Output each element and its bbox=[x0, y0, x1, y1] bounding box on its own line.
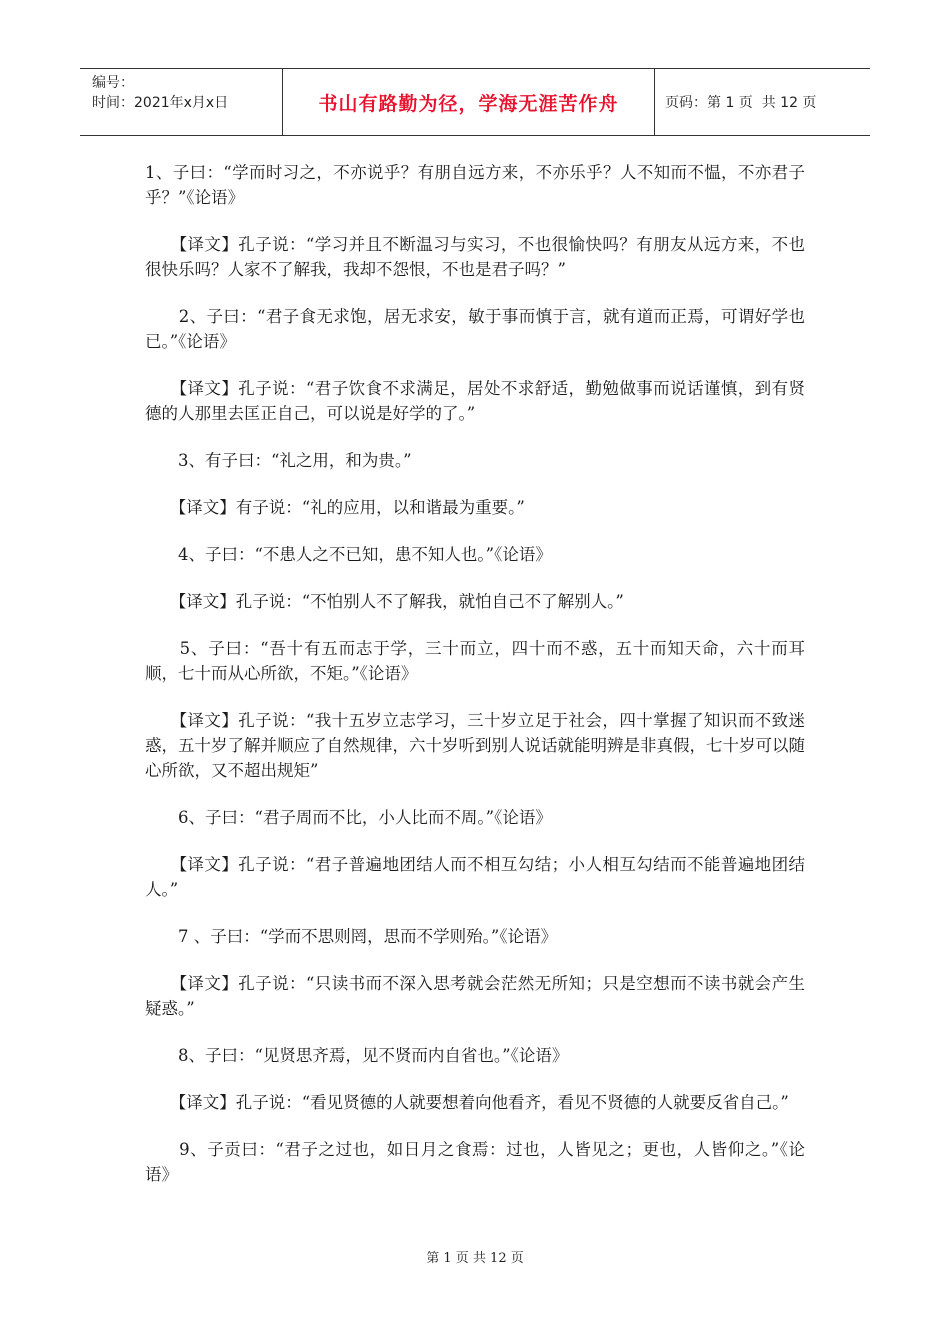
page-footer: 第 1 页 共 12 页 bbox=[426, 1251, 524, 1266]
document-body bbox=[145, 160, 805, 1187]
paragraph-14: 【译文】孔子说：“只读书而不深入思考就会茫然无所知；只是空想而不读书就会产生疑惑。” bbox=[145, 974, 805, 1018]
paragraph-11: 6、子曰：“君子周而不比，小人比而不周。”《论语》 bbox=[145, 808, 552, 827]
paragraph-7: 4、子曰：“不患人之不已知，患不知人也。”《论语》 bbox=[145, 545, 552, 564]
paragraph-2: 【译文】孔子说：“学习并且不断温习与实习，不也很愉快吗？有朋友从远方来，不也很快乐吗？人家不了解我，我却不怨恨，不也是君子吗？” bbox=[145, 235, 805, 279]
paragraph-12: 【译文】孔子说：“君子普遍地团结人而不相互勾结；小人相互勾结而不能普遍地团结人。” bbox=[145, 855, 805, 899]
header-page-cell bbox=[655, 69, 870, 135]
paragraph-10: 【译文】孔子说：“我十五岁立志学习，三十岁立足于社会，四十掌握了知识而不致迷惑，五十岁了解并顺应了自然规律，六十岁听到别人说话就能明辨是非真假，七十岁可以随心所欲，又不超出规矩” bbox=[145, 711, 805, 780]
paragraph-3: 2、子曰：“君子食无求饱，居无求安，敏于事而慎于言，就有道而正焉，可谓好学也已。”《论语》 bbox=[145, 307, 805, 351]
header-meta bbox=[80, 69, 283, 135]
document-number-label: 编号： bbox=[92, 75, 134, 91]
document-time-label: 时间：2021年x月x日 bbox=[92, 95, 229, 111]
header-motto-cell bbox=[283, 69, 655, 135]
paragraph-4: 【译文】孔子说：“君子饮食不求满足，居处不求舒适，勤勉做事而说话谨慎，到有贤德的人那里去匡正自己，可以说是好学的了。” bbox=[145, 379, 805, 423]
paragraph-9: 5、子曰：“吾十有五而志于学，三十而立，四十而不惑，五十而知天命，六十而耳顺，七十而从心所欲，不矩。”《论语》 bbox=[145, 639, 805, 683]
paragraph-15: 8、子曰：“见贤思齐焉，见不贤而内自省也。”《论语》 bbox=[145, 1046, 569, 1065]
paragraph-5: 3、有子曰：“礼之用，和为贵。” bbox=[145, 451, 412, 470]
paragraph-6: 【译文】有子说：“礼的应用，以和谐最为重要。” bbox=[145, 498, 525, 517]
paragraph-1: 1、子曰：“学而时习之，不亦说乎？有朋自远方来，不亦乐乎？人不知而不愠，不亦君子乎？”《论语》 bbox=[145, 163, 805, 207]
page-header bbox=[80, 68, 870, 136]
paragraph-13: 7 、子曰：“学而不思则罔，思而不学则殆。”《论语》 bbox=[145, 927, 558, 946]
paragraph-17: 9、子贡曰：“君子之过也，如日月之食焉：过也，人皆见之；更也，人皆仰之。”《论语》 bbox=[145, 1140, 805, 1184]
header-motto: 书山有路勤为径，学海无涯苦作舟 bbox=[318, 92, 619, 115]
header-page-info: 页码：第 1 页 共 12 页 bbox=[665, 95, 817, 111]
paragraph-16: 【译文】孔子说：“看见贤德的人就要想着向他看齐，看见不贤德的人就要反省自己。” bbox=[145, 1093, 789, 1112]
paragraph-8: 【译文】孔子说：“不怕别人不了解我，就怕自己不了解别人。” bbox=[145, 592, 624, 611]
